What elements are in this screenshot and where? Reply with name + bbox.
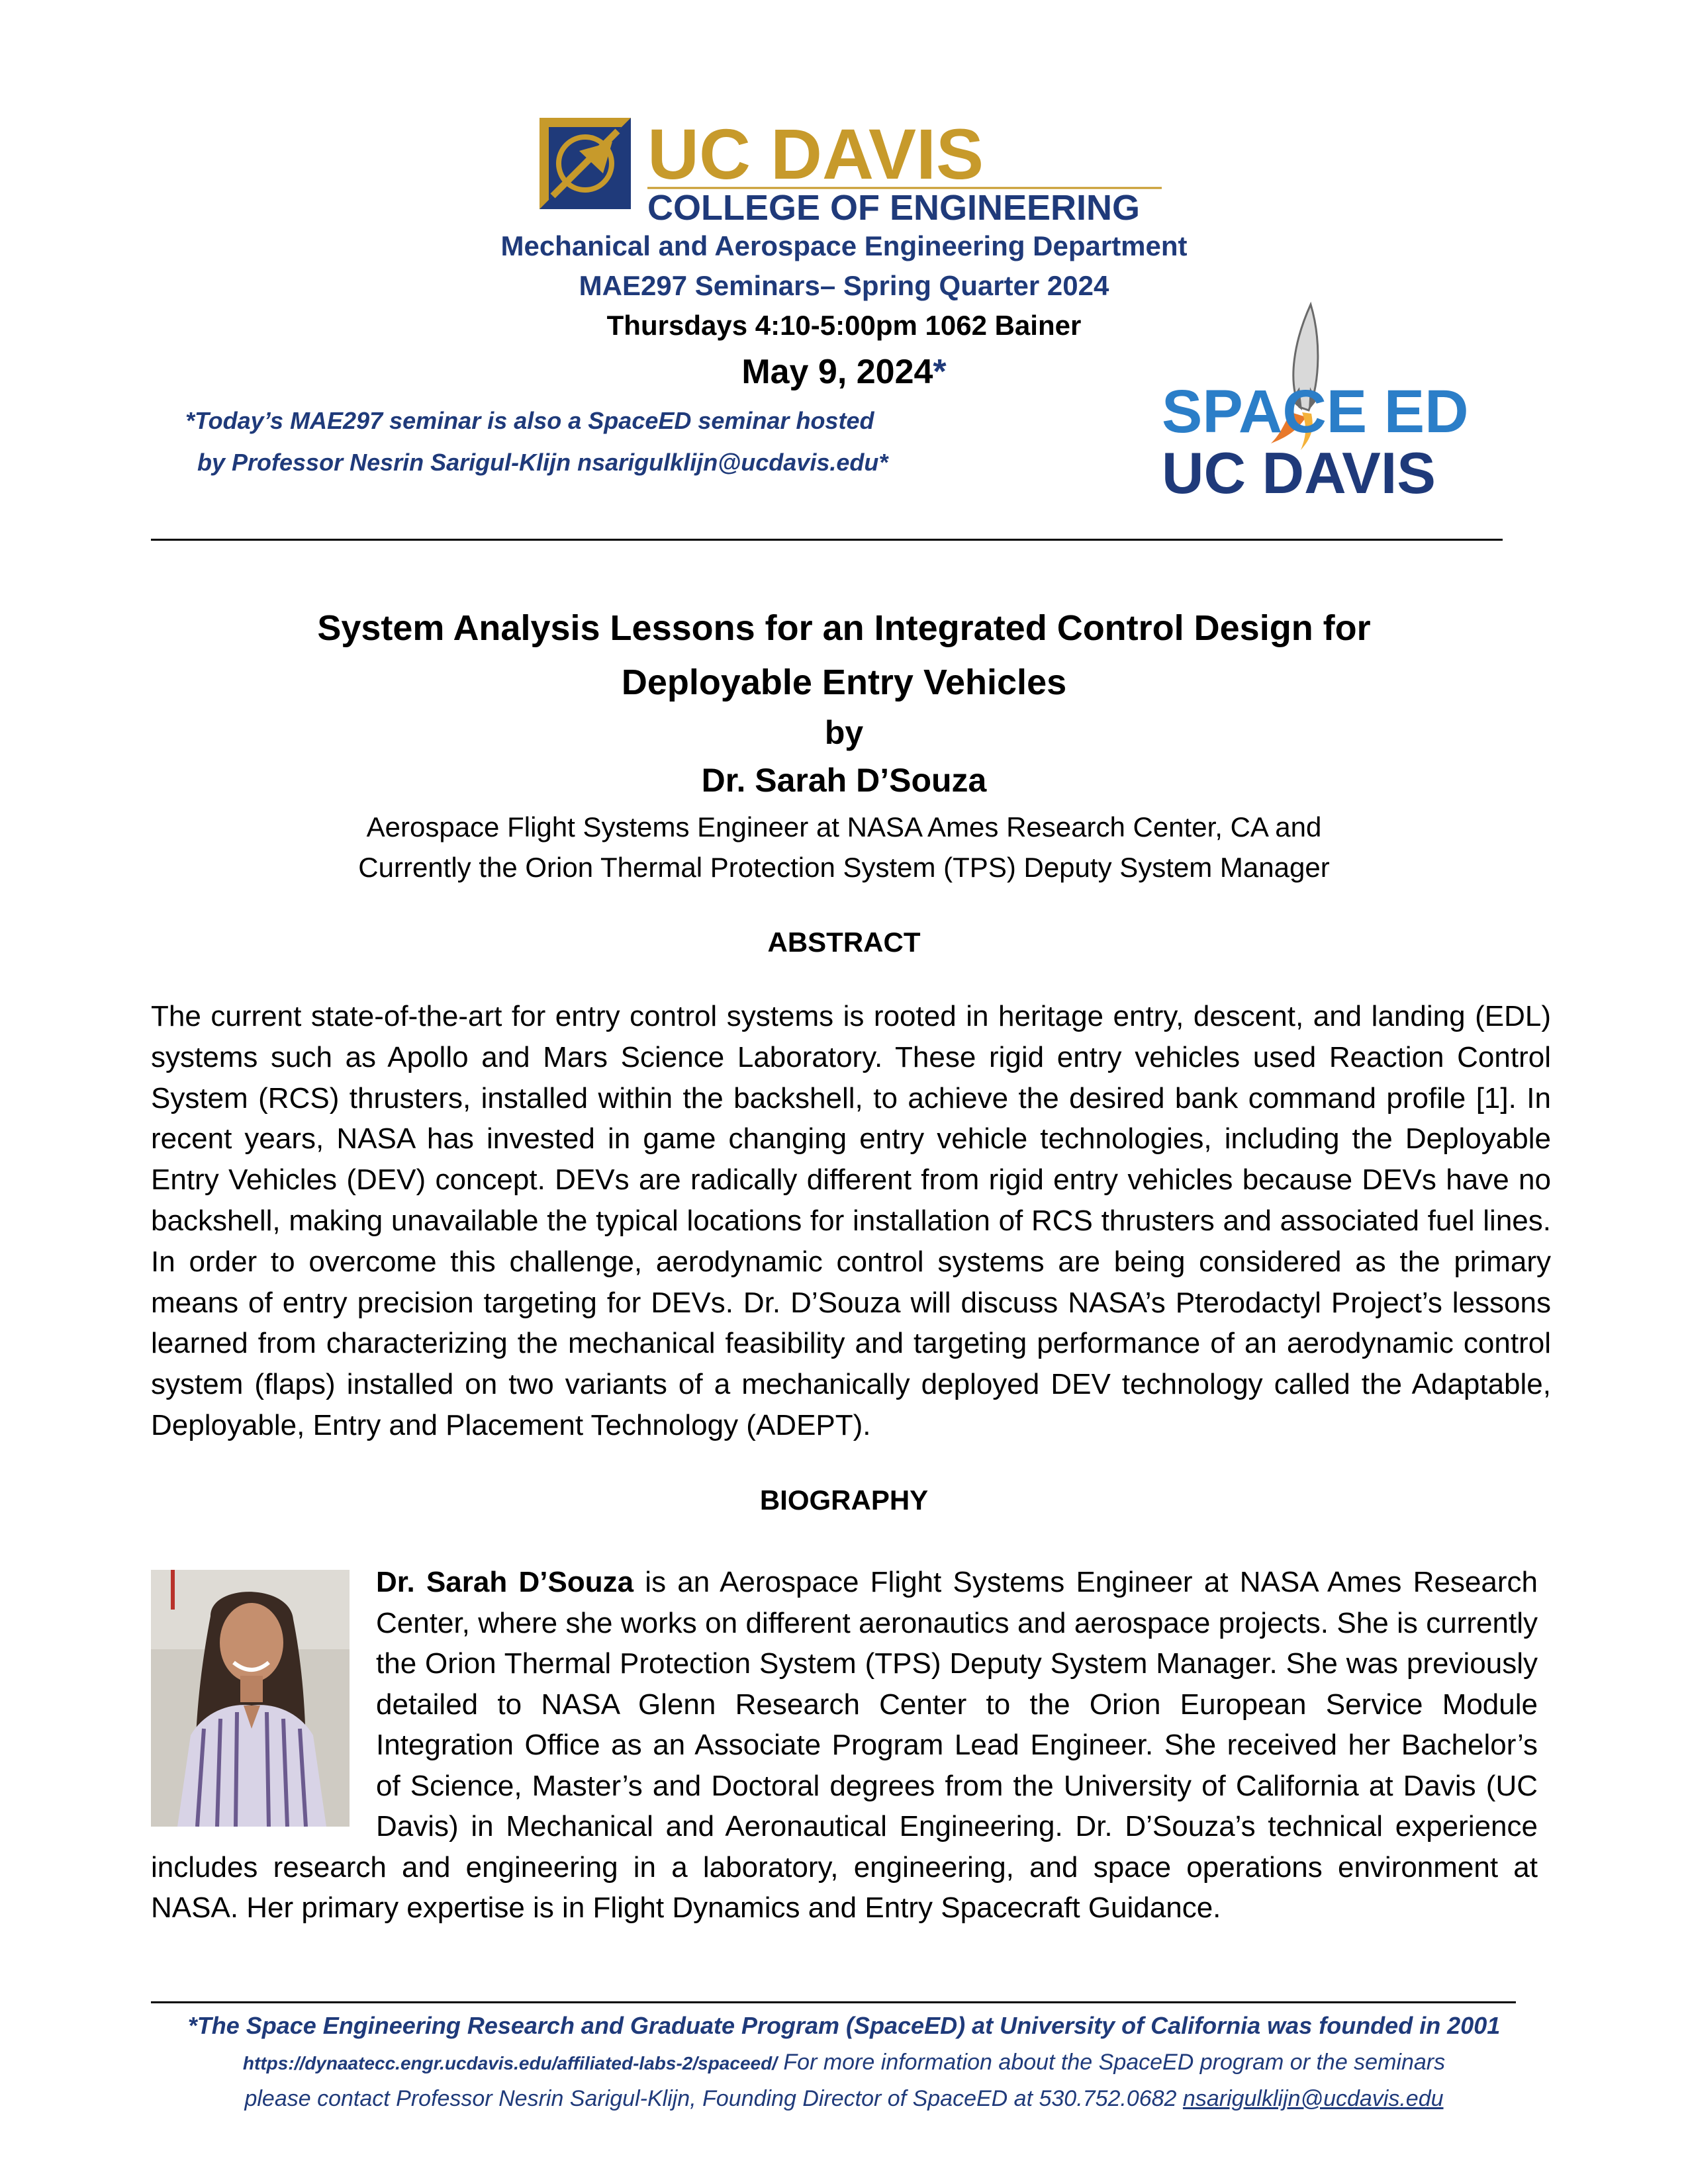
abstract-text: The current state-of-the-art for entry control systems is rooted in heritage entry, descent, and landing (EDL) systems such as Apollo and Mars Science Laboratory. These rigid entry vehicles used Reaction Control System (RCS) thrusters, installed within the backshell, to achieve the desired bank command profile [1]. In recent years, NASA has invested in game changing entry vehicle technologies, including the Deployable Entry Vehicles (DEV) concept. DEVs are radically different from rigid entry vehicles because DEVs have no backshell, making unavailable the typical locations for installation of RCS thrusters and associated fuel lines. In order to overcome this challenge, aerodynamic control systems are being considered as the primary means of entry precision targeting for DEVs. Dr. D’Souza will discuss NASA’s Pterodactyl Project’s lessons learned from characterizing the mechanical feasibility and targeting performance of an aerodynamic control system (flaps) installed on two variants of a mechanically deployed DEV technology called the Adaptable, Deployable, Entry and Placement Technology (ADEPT). [151,1000,1551,1441]
speaker-affiliation-line2: Currently the Orion Thermal Protection System (TPS) Deputy System Manager [358,852,1330,883]
host-note-line2: by Professor Nesrin Sarigul-Klijn nsarigulklijn@ucdavis.edu* [197,449,888,476]
talk-title-line1: System Analysis Lessons for an Integrated Control Design for [317,608,1371,648]
speaker-affiliation-line1: Aerospace Flight Systems Engineer at NASA Ames Research Center, CA and [366,811,1322,842]
footer-line3 [0,2086,1688,2112]
footer-divider [151,2001,1516,2003]
footer-line2-text: For more information about the SpaceED program or the seminars [776,2050,1446,2075]
by-word: by [824,714,864,751]
biography-heading: BIOGRAPHY [759,1484,929,1516]
spaceed-ucdavis-wordmark: UC DAVIS [1162,440,1436,500]
talk-title-line2: Deployable Entry Vehicles [621,662,1067,702]
spaceed-wordmark: SPACE ED [1162,378,1469,445]
contact-email-link[interactable]: nsarigulklijn@ucdavis.edu [1182,2086,1444,2111]
speaker-name: Dr. Sarah D’Souza [701,762,987,799]
abstract-heading: ABSTRACT [767,927,921,958]
ucdavis-wordmark: UC DAVIS [647,118,984,194]
event-date-text: May 9, 2024 [741,353,933,391]
college-wordmark: COLLEGE OF ENGINEERING [647,188,1141,224]
host-note-line1: *Today’s MAE297 seminar is also a SpaceED seminar hosted [185,407,874,434]
speaker-photo [151,1570,350,1827]
biography-text [151,1562,1538,1929]
biography-body: is an Aerospace Flight Systems Engineer at NASA Ames Research Center, where she works on different aeronautics and aerospace projects. She is currently the Orion Thermal Protection System (TPS) Deputy System Manager. She was previously detailed to NASA Glenn Research Center to the Orion European Service Module Integration Office as an Associate Program Lead Engineer. She received her Bachelor’s of Science, Master’s and Doctoral degrees from the University of California at Davis (UC Davis) in Mechanical and Aeronautical Engineering. Dr. D’Souza’s technical experience includes research and engineering in a laboratory, engineering, and space operations environment at NASA. Her primary expertise is in Flight Dynamics and Entry Spacecraft Guidance. [151,1566,1538,1924]
spaceed-url-link[interactable]: https://dynaatecc.engr.ucdavis.edu/affiliated-labs-2/spaceed/ [242,2053,777,2073]
footer-line2 [0,2050,1688,2075]
event-date-marker: * [933,353,947,391]
spaceed-logo [1155,301,1473,500]
ucdavis-engineering-logo [539,118,1162,224]
department-name: Mechanical and Aerospace Engineering Department [500,230,1188,261]
footer-line1: *The Space Engineering Research and Graduate Program (SpaceED) at University of California was founded in 2001 [187,2012,1501,2039]
footer-line3-text: please contact Professor Nesrin Sarigul-Klijn, Founding Director of SpaceED at 530.752.0682 [244,2086,1183,2111]
biography-speaker-name: Dr. Sarah D’Souza [376,1566,634,1598]
seminar-schedule: Thursdays 4:10-5:00pm 1062 Bainer [606,310,1082,341]
seminar-series: MAE297 Seminars– Spring Quarter 2024 [579,270,1109,301]
header-divider [151,539,1503,541]
